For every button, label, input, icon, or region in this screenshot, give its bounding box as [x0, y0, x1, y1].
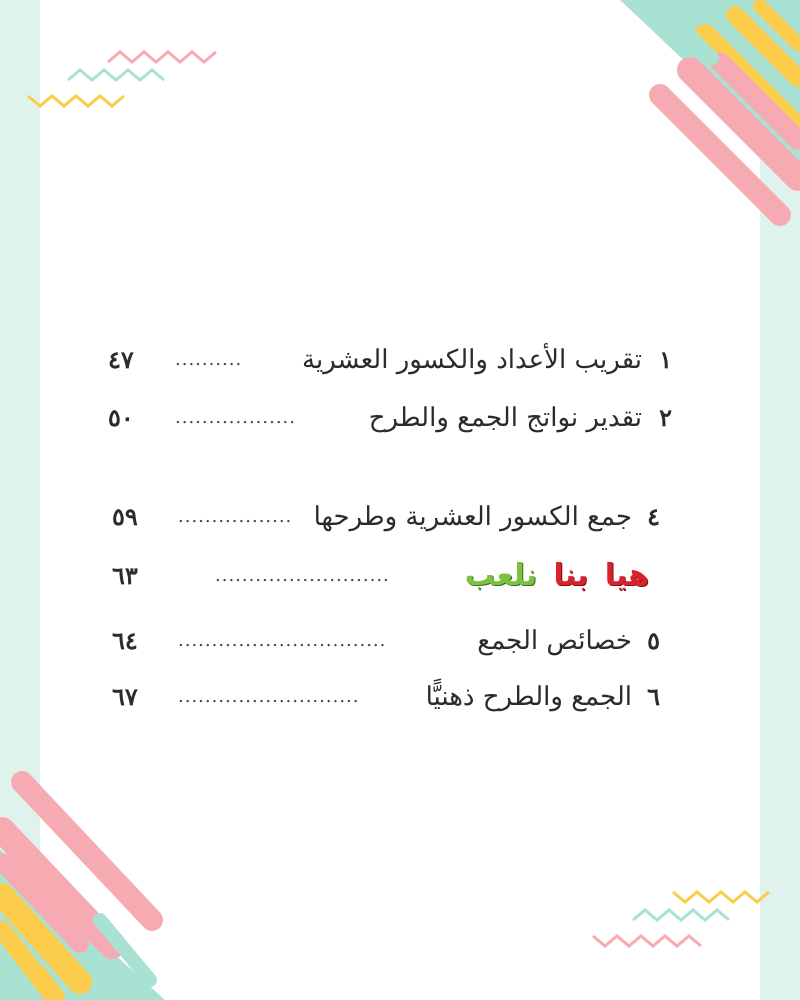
toc-entry[interactable] — [0, 335, 800, 385]
zigzag-decoration-bottom-right — [585, 880, 785, 960]
page-number: ٦٤ — [112, 626, 138, 655]
dot-leader: .......................... — [215, 565, 390, 586]
game-title — [462, 551, 652, 601]
game-word: هيا — [604, 558, 649, 593]
dot-leader: .......... — [175, 349, 243, 370]
chapter-title: تقدير نواتج الجمع والطرح — [368, 403, 642, 433]
toc-entry[interactable] — [0, 492, 800, 542]
chapter-title: الجمع والطرح ذهنيًّا — [425, 682, 632, 712]
toc-entry-game[interactable] — [0, 551, 800, 601]
dot-leader: ................. — [178, 506, 293, 527]
page-number: ٦٧ — [112, 682, 138, 711]
chapter-number: ٦ — [647, 682, 660, 711]
chapter-number: ٥ — [647, 626, 660, 655]
page-number: ٦٣ — [112, 561, 138, 590]
dot-leader: ........................... — [178, 686, 360, 707]
chapter-number: ٤ — [647, 502, 660, 531]
chapter-number: ٢ — [659, 403, 672, 432]
page-number: ٥٠ — [108, 403, 134, 432]
game-word: نلعب — [464, 558, 537, 593]
paint-splash-bottom-left — [0, 770, 200, 1000]
zigzag-decoration-top-left — [20, 40, 220, 120]
toc-entry[interactable] — [0, 616, 800, 666]
chapter-title: خصائص الجمع — [477, 626, 632, 656]
page-number: ٥٩ — [112, 502, 138, 531]
dot-leader: ............................... — [178, 630, 387, 651]
chapter-title: جمع الكسور العشرية وطرحها — [313, 502, 632, 532]
paint-splash-top-right — [560, 0, 800, 240]
page-number: ٤٧ — [108, 345, 134, 374]
toc-entry[interactable] — [0, 672, 800, 722]
chapter-title: تقريب الأعداد والكسور العشرية — [302, 345, 642, 375]
chapter-number: ١ — [659, 345, 672, 374]
toc-entry[interactable] — [0, 393, 800, 443]
game-word: بنا — [553, 558, 589, 593]
dot-leader: .................. — [175, 407, 296, 428]
